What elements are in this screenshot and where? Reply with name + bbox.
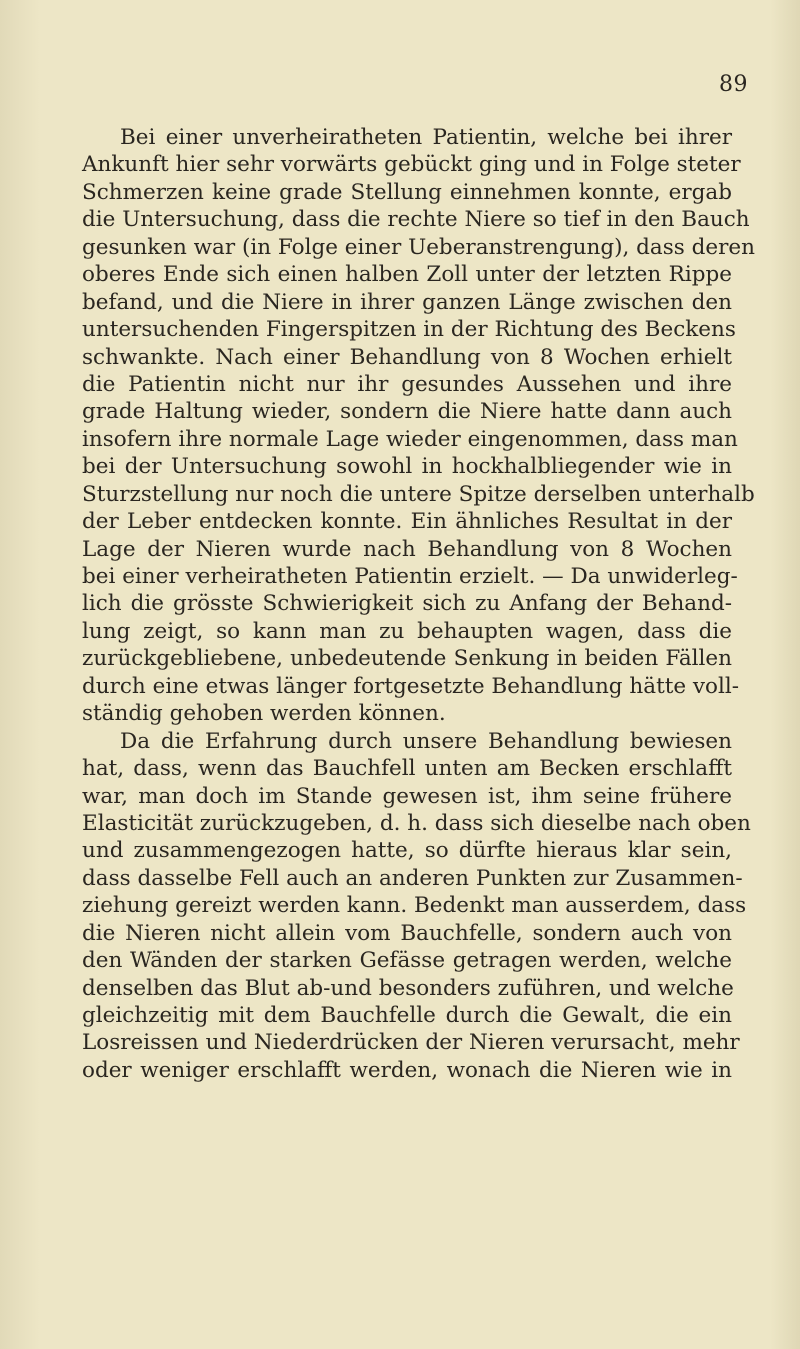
text-line: hat, dass, wenn das Bauchfell unten am Becken erschlafft <box>82 756 732 782</box>
text-line: ziehung gereizt werden kann. Bedenkt man ausserdem, dass <box>82 893 747 919</box>
text-line: Losreissen und Niederdrücken der Nieren verursacht, mehr <box>82 1030 740 1056</box>
text-line: schwankte. Nach einer Behandlung von 8 Wochen erhielt <box>82 344 732 370</box>
text-line: der Leber entdecken konnte. Ein ähnliches Resultat in der <box>82 509 732 535</box>
text-line: befand, und die Niere in ihrer ganzen Länge zwischen den <box>82 289 732 315</box>
text-line: Sturzstellung nur noch die untere Spitze derselben unterhalb <box>82 481 755 507</box>
text-line: gleichzeitig mit dem Bauchfelle durch die Gewalt, die ein <box>82 1003 732 1028</box>
text-line: oder weniger erschlafft werden, wonach die Nieren wie in <box>82 1057 732 1083</box>
text-line: gesunken war (in Folge einer Ueberanstrengung), dass deren <box>82 234 755 260</box>
text-line: untersuchenden Fingerspitzen in der Richtung des Beckens <box>82 317 736 343</box>
text-line: bei einer verheiratheten Patientin erzielt. — Da unwiderleg- <box>82 564 738 589</box>
text-line: grade Haltung wieder, sondern die Niere hatte dann auch <box>82 399 732 425</box>
text-line: und zusammengezogen hatte, so dürfte hieraus klar sein, <box>82 838 732 864</box>
text-line: Bei einer unverheiratheten Patientin, welche bei ihrer <box>120 125 732 150</box>
text-line: lung zeigt, so kann man zu behaupten wagen, dass die <box>82 618 732 644</box>
text-line: lich die grösste Schwierigkeit sich zu Anfang der Behand- <box>82 591 732 617</box>
text-line: insofern ihre normale Lage wieder eingenommen, dass man <box>82 426 738 452</box>
text-line: Elasticität zurückzugeben, d. h. dass sich dieselbe nach oben <box>82 810 751 836</box>
text-line: Da die Erfahrung durch unsere Behandlung bewiesen <box>120 728 732 754</box>
text-line: die Nieren nicht allein vom Bauchfelle, sondern auch von <box>82 920 732 946</box>
text-line: Lage der Nieren wurde nach Behandlung von 8 Wochen <box>82 536 732 562</box>
paragraph-1 <box>82 124 755 728</box>
text-line: den Wänden der starken Gefässe getragen werden, welche <box>82 948 732 974</box>
page-number: 89 <box>719 72 748 97</box>
text-line: war, man doch im Stande gewesen ist, ihm seine frühere <box>82 783 732 809</box>
text-line: zurückgebliebene, unbedeutende Senkung in beiden Fällen <box>82 646 732 672</box>
text-line: Schmerzen keine grade Stellung einnehmen konnte, ergab <box>82 179 732 205</box>
body-text <box>82 124 755 1084</box>
text-line: die Untersuchung, dass die rechte Niere so tief in den Bauch <box>82 207 750 233</box>
text-line: oberes Ende sich einen halben Zoll unter der letzten Rippe <box>82 262 732 288</box>
paragraph-2 <box>82 728 751 1085</box>
text-line: durch eine etwas länger fortgesetzte Behandlung hätte voll- <box>82 673 740 699</box>
text-line: die Patientin nicht nur ihr gesundes Aussehen und ihre <box>82 371 732 397</box>
text-line: Ankunft hier sehr vorwärts gebückt ging und in Folge steter <box>82 152 741 178</box>
text-line: denselben das Blut ab-und besonders zuführen, und welche <box>82 975 734 1001</box>
text-line: bei der Untersuchung sowohl in hockhalbliegender wie in <box>82 454 732 480</box>
text-line: dass dasselbe Fell auch an anderen Punkten zur Zusammen- <box>82 865 743 891</box>
text-line: ständig gehoben werden können. <box>82 701 446 727</box>
